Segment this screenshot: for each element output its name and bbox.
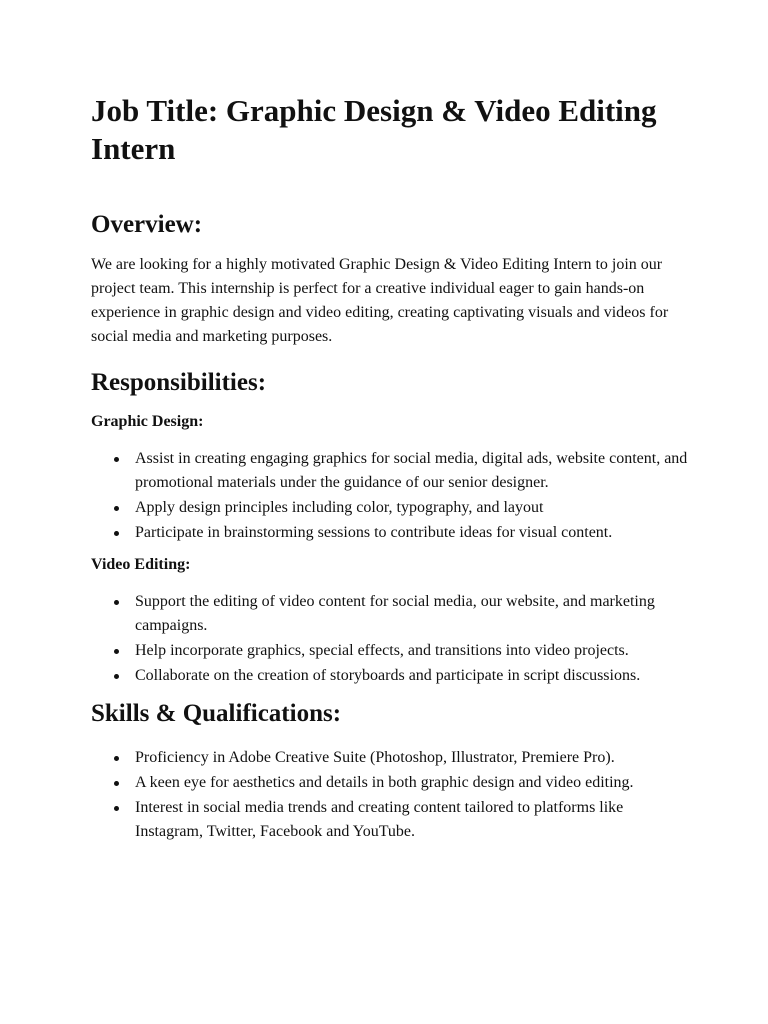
list-item: Support the editing of video content for social media, our website, and marketing campaigns. [135, 590, 691, 638]
list-item: Help incorporate graphics, special effects, and transitions into video projects. [135, 639, 691, 663]
list-item: Apply design principles including color, typography, and layout [135, 496, 691, 520]
overview-paragraph: We are looking for a highly motivated Graphic Design & Video Editing Intern to join our project team. This internship is perfect for a creative individual eager to gain hands-on experience in graphic design and video editing, creating captivating visuals and videos for social media and marketing purposes. [91, 256, 669, 345]
skills-heading: Skills & Qualifications: [91, 700, 342, 727]
list-item: Interest in social media trends and creating content tailored to platforms like Instagram, Twitter, Facebook and YouTube. [135, 796, 691, 844]
video-editing-list [91, 590, 691, 688]
document-page [91, 92, 691, 845]
list-item: Proficiency in Adobe Creative Suite (Photoshop, Illustrator, Premiere Pro). [135, 746, 691, 770]
list-item: Assist in creating engaging graphics for social media, digital ads, website content, and promotional materials under the guidance of our senior designer. [135, 447, 691, 495]
skills-list [91, 746, 691, 844]
list-item: A keen eye for aesthetics and details in both graphic design and video editing. [135, 771, 691, 795]
list-item: Participate in brainstorming sessions to contribute ideas for visual content. [135, 521, 691, 545]
overview-heading: Overview: [91, 211, 203, 238]
video-editing-subheading: Video Editing: [91, 556, 191, 573]
graphic-design-subheading: Graphic Design: [91, 413, 204, 430]
graphic-design-list [91, 447, 691, 545]
responsibilities-heading: Responsibilities: [91, 369, 267, 396]
list-item: Collaborate on the creation of storyboards and participate in script discussions. [135, 664, 691, 688]
page-title: Job Title: Graphic Design & Video Editing Intern [91, 93, 657, 166]
